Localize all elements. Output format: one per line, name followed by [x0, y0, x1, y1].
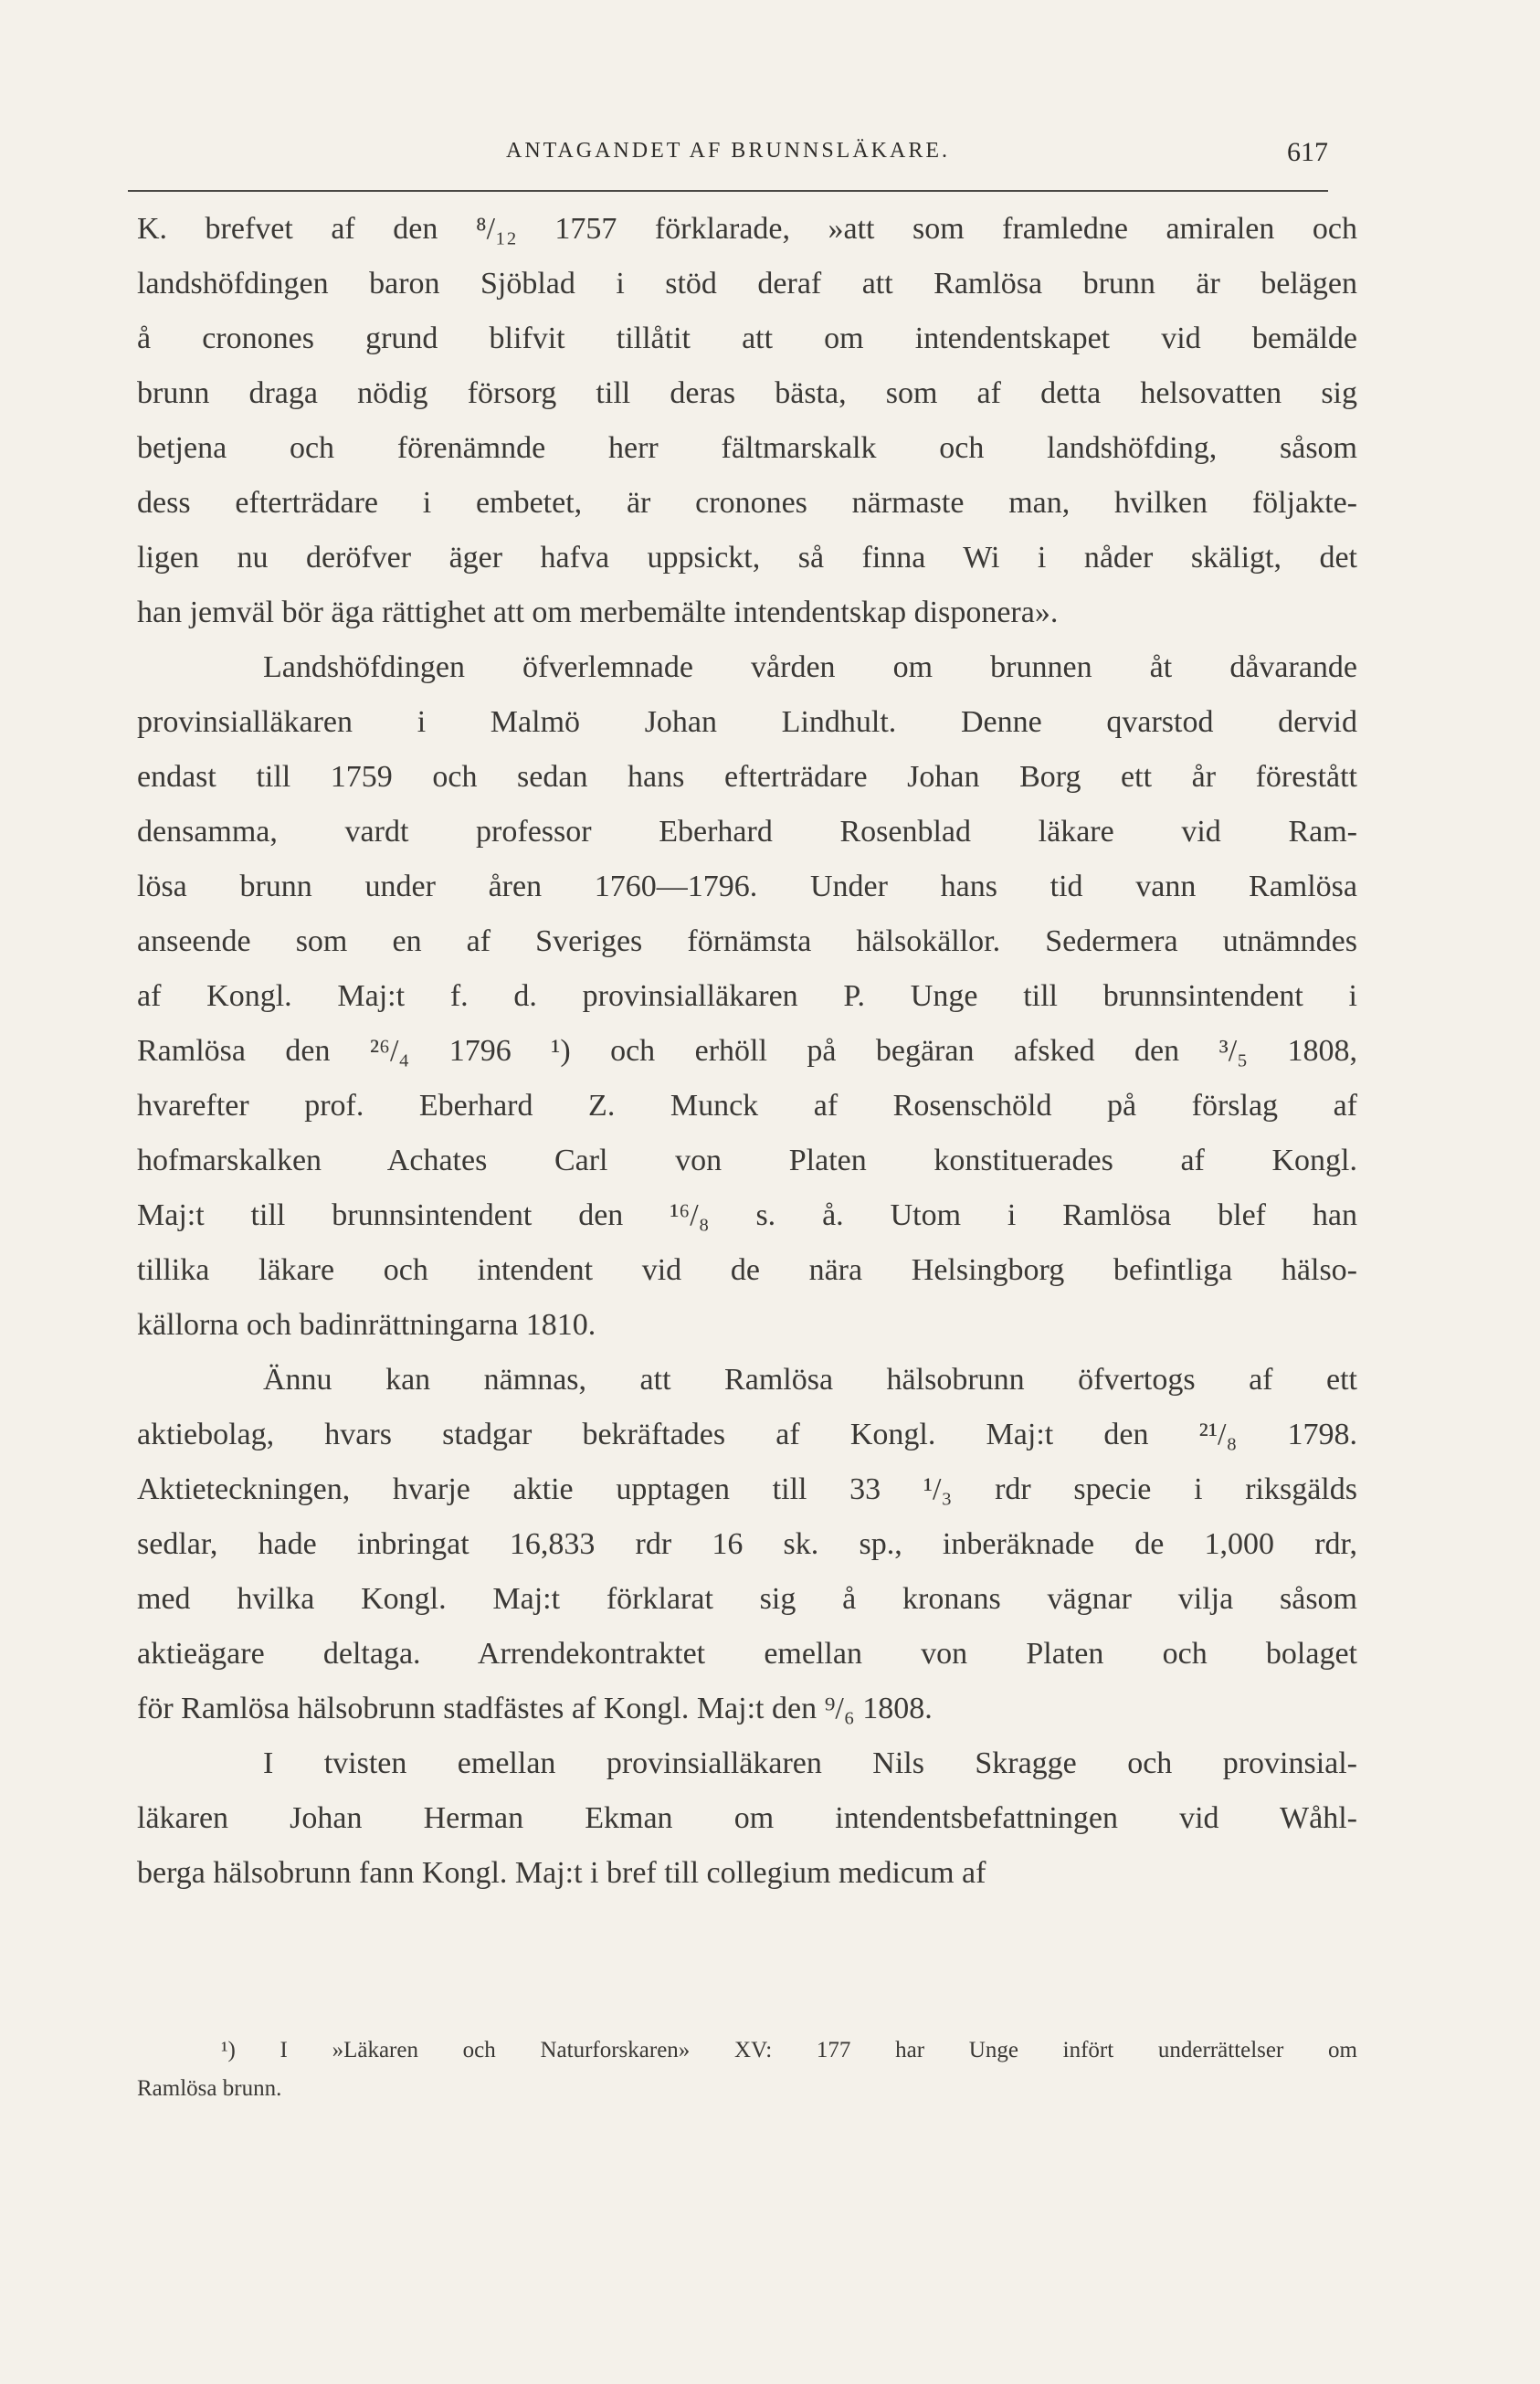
- text-line: tillika läkare och intendent vid de nära Helsingborg befintliga hälso-: [137, 1253, 1357, 1287]
- page-header: [128, 137, 1328, 174]
- text-line: aktiebolag, hvars stadgar bekräftades af Kongl. Maj:t den ²¹/₈ 1798.: [137, 1418, 1357, 1451]
- text-line: å cronones grund blifvit tillåtit att om intendentskapet vid bemälde: [137, 322, 1357, 355]
- text-line: Maj:t till brunnsintendent den ¹⁶/₈ s. å. Utom i Ramlösa blef han: [137, 1198, 1357, 1232]
- text-line: I tvisten emellan provinsialläkaren Nils Skragge och provinsial-: [263, 1746, 1357, 1780]
- text-line: endast till 1759 och sedan hans efterträdare Johan Borg ett år förestått: [137, 760, 1357, 794]
- text-line: brunn draga nödig försorg till deras bästa, som af detta helsovatten sig: [137, 376, 1357, 410]
- text-line: landshöfdingen baron Sjöblad i stöd deraf att Ramlösa brunn är belägen: [137, 267, 1357, 301]
- text-line: med hvilka Kongl. Maj:t förklarat sig å kronans vägnar vilja såsom: [137, 1582, 1357, 1616]
- text-line: Ramlösa den ²⁶/₄ 1796 ¹) och erhöll på begäran afsked den ³/₅ 1808,: [137, 1034, 1357, 1068]
- text-line: provinsialläkaren i Malmö Johan Lindhult. Denne qvarstod dervid: [137, 705, 1357, 739]
- text-line: hvarefter prof. Eberhard Z. Munck af Rosenschöld på förslag af: [137, 1089, 1357, 1123]
- footnotes: [137, 2031, 1357, 2108]
- body-text: [137, 202, 1357, 1901]
- text-line: Landshöfdingen öfverlemnade vården om brunnen åt dåvarande: [263, 650, 1357, 684]
- text-line: betjena och förenämnde herr fältmarskalk och landshöfding, såsom: [137, 431, 1357, 465]
- text-line: läkaren Johan Herman Ekman om intendentsbefattningen vid Wåhl-: [137, 1801, 1357, 1835]
- text-line: Aktieteckningen, hvarje aktie upptagen till 33 ¹/₃ rdr specie i riksgälds: [137, 1472, 1357, 1506]
- running-head: ANTAGANDET AF BRUNNSLÄKARE.: [506, 139, 950, 163]
- footnote-line: Ramlösa brunn.: [137, 2076, 282, 2101]
- text-line: ligen nu deröfver äger hafva uppsickt, så finna Wi i nåder skäligt, det: [137, 541, 1357, 575]
- text-line: hofmarskalken Achates Carl von Platen konstituerades af Kongl.: [137, 1144, 1357, 1177]
- text-line: densamma, vardt professor Eberhard Rosenblad läkare vid Ram-: [137, 815, 1357, 849]
- text-line: han jemväl bör äga rättighet att om merbemälte intendentskap disponera».: [137, 596, 1059, 629]
- header-rule: [128, 190, 1328, 192]
- page-number: 617: [1287, 137, 1328, 167]
- text-line: för Ramlösa hälsobrunn stadfästes af Kongl. Maj:t den ⁹/₆ 1808.: [137, 1692, 933, 1725]
- text-line: lösa brunn under åren 1760—1796. Under hans tid vann Ramlösa: [137, 870, 1357, 903]
- text-line: K. brefvet af den ⁸/₁₂ 1757 förklarade, »att som framledne amiralen och: [137, 212, 1357, 246]
- footnote-line: ¹) I »Läkaren och Naturforskaren» XV: 177 har Unge infört underrättelser om: [221, 2038, 1357, 2062]
- text-line: Ännu kan nämnas, att Ramlösa hälsobrunn öfvertogs af ett: [263, 1363, 1357, 1397]
- text-line: af Kongl. Maj:t f. d. provinsialläkaren P. Unge till brunnsintendent i: [137, 979, 1357, 1013]
- text-line: källorna och badinrättningarna 1810.: [137, 1308, 596, 1342]
- text-line: anseende som en af Sveriges förnämsta hälsokällor. Sedermera utnämndes: [137, 924, 1357, 958]
- text-line: berga hälsobrunn fann Kongl. Maj:t i bref till collegium medicum af: [137, 1856, 986, 1890]
- text-line: sedlar, hade inbringat 16,833 rdr 16 sk. sp., inberäknade de 1,000 rdr,: [137, 1527, 1357, 1561]
- text-line: dess efterträdare i embetet, är cronones närmaste man, hvilken följakte-: [137, 486, 1357, 520]
- text-line: aktieägare deltaga. Arrendekontraktet emellan von Platen och bolaget: [137, 1637, 1357, 1671]
